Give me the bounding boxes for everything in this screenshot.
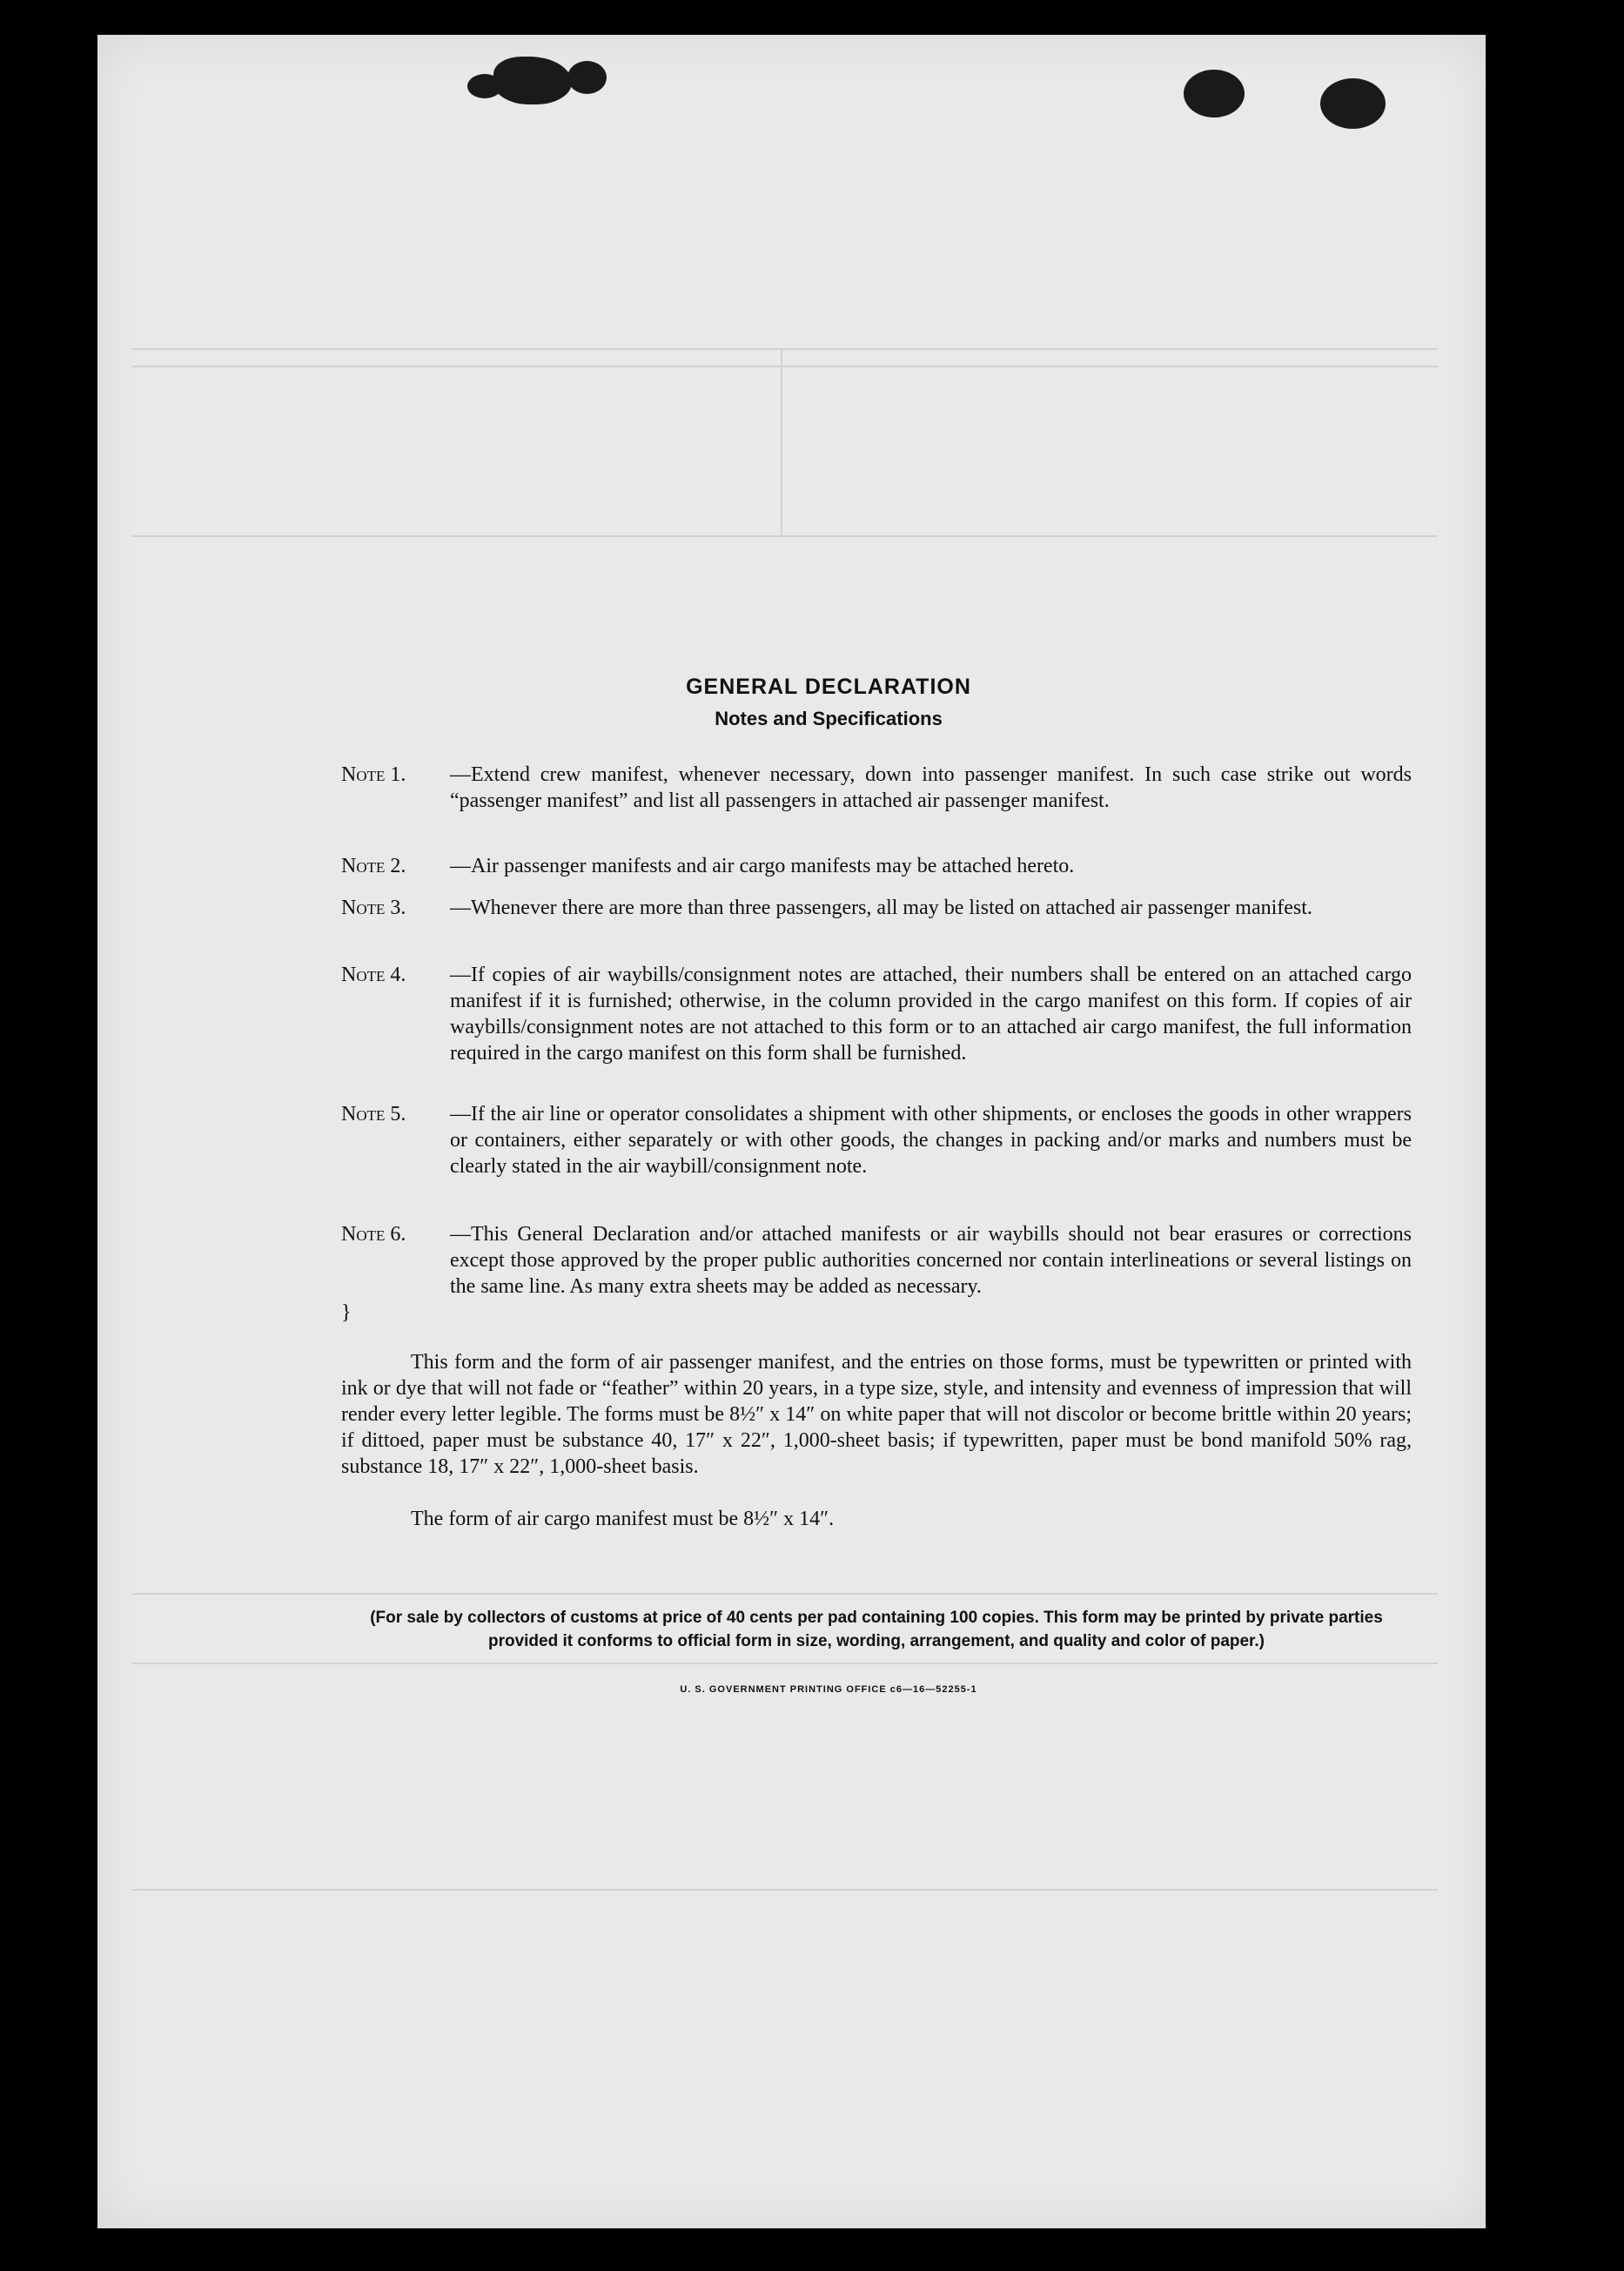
- note-label: Note 4.: [341, 964, 406, 986]
- cargo-form-size: The form of air cargo manifest must be 8½″ x 14″.: [411, 1508, 835, 1530]
- reverse-table-line: [132, 535, 1438, 537]
- note-6: Note 6. —This General Declaration and/or attached manifests or air waybills should not bear erasures or corrections except those approved by the proper public authorities concerned nor contain interlineations or several listings on the same line. As many extra sheets may be added as necessary. }: [341, 1223, 1412, 1324]
- page-title: GENERAL DECLARATION: [686, 675, 971, 699]
- ink-blot: [493, 57, 572, 104]
- note-text: —If the air line or operator consolidates a shipment with other shipments, or encloses the goods in other wrappers or containers, either separately or with other goods, the changes in packing and/or marks and numbers must be clearly stated in the air waybill/consignment note.: [450, 1103, 1412, 1178]
- reverse-table-line: [132, 1889, 1438, 1891]
- note-label: Note 2.: [341, 855, 406, 877]
- ink-blot: [1320, 78, 1386, 129]
- reverse-table-line: [132, 1593, 1438, 1595]
- page-subtitle: Notes and Specifications: [715, 708, 943, 729]
- note-label: Note 5.: [341, 1103, 406, 1125]
- note-text: —Extend crew manifest, whenever necessary, down into passenger manifest. In such case strike out words “passenger manifest” and list all passengers in attached air passenger manifest.: [450, 763, 1412, 812]
- document-page: [97, 35, 1486, 2228]
- note-3: [341, 895, 1412, 921]
- reverse-table-line: [132, 1663, 1438, 1664]
- note-label: Note 6.: [341, 1223, 406, 1246]
- note-text: —Air passenger manifests and air cargo manifests may be attached hereto.: [450, 855, 1075, 877]
- note-text: —If copies of air waybills/consignment notes are attached, their numbers shall be entered on an attached cargo manifest if it is furnished; otherwise, in the column provided in the cargo manifest on this form. If copies of air waybills/consignment notes are not attached to this form or to an attached air cargo manifest, the full information required in the cargo manifest on this form shall be furnished.: [450, 964, 1412, 1065]
- ink-blot: [1184, 70, 1245, 118]
- form-requirements: This form and the form of air passenger manifest, and the entries on those forms, must be typewritten or printed with ink or dye that will not fade or “feather” within 20 years, in a type size, style, and intensity and evenness of impression that will render every letter legible. The forms must be 8½″ x 14″ on white paper that will not discolor or become brittle within 20 years; if dittoed, paper must be substance 40, 17″ x 22″, 1,000-sheet basis; if typewritten, paper must be bond manifold 50% rag, substance 18, 17″ x 22″, 1,000-sheet basis.: [341, 1351, 1412, 1478]
- note-1: [341, 762, 1412, 814]
- sale-notice: (For sale by collectors of customs at price of 40 cents per pad containing 100 copies. This form may be printed by private parties provided it conforms to official form in size, wording, arrangement, and quality and color of paper.): [370, 1609, 1383, 1650]
- note-2: [341, 853, 1412, 879]
- note-5: [341, 1101, 1412, 1179]
- printing-office: U. S. GOVERNMENT PRINTING OFFICE c6—16—52255-1: [680, 1684, 977, 1695]
- note-text: —This General Declaration and/or attached manifests or air waybills should not bear erasures or corrections except those approved by the proper public authorities concerned nor contain interlineations or several listings on the same line. As many extra sheets may be added as necessary.: [450, 1223, 1412, 1298]
- reverse-table-line: [781, 348, 782, 535]
- note-label: Note 1.: [341, 763, 406, 786]
- reverse-table-line: [132, 366, 1438, 367]
- ink-blot: [567, 61, 607, 94]
- note-label: Note 3.: [341, 897, 406, 919]
- note-text: —Whenever there are more than three passengers, all may be listed on attached air passenger manifest.: [450, 897, 1312, 919]
- reverse-table-line: [132, 348, 1438, 350]
- note-4: [341, 962, 1412, 1066]
